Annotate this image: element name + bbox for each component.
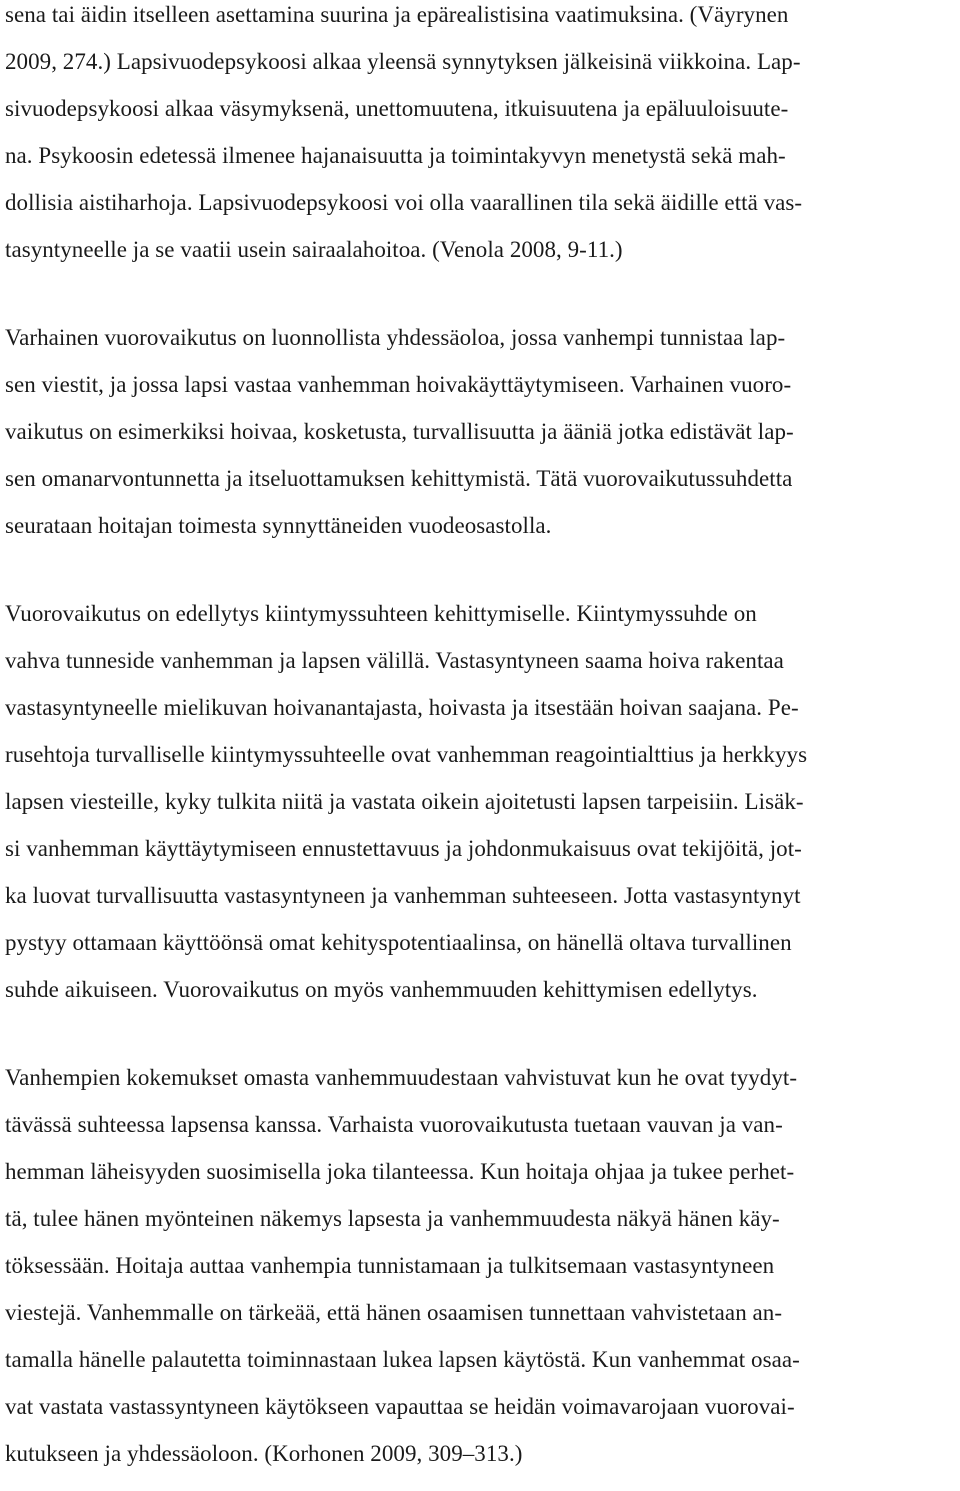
text-line: tamalla hänelle palautetta toiminnastaan lukea lapsen käytöstä. Kun vanhemmat osaa- bbox=[5, 1347, 800, 1372]
text-line: si vanhemman käyttäytymiseen ennustettavuus ja johdonmukaisuus ovat tekijöitä, jot- bbox=[5, 836, 802, 861]
text-line: ka luovat turvallisuutta vastasyntyneen ja vanhemman suhteeseen. Jotta vastasyntynyt bbox=[5, 883, 801, 908]
text-line: suhde aikuiseen. Vuorovaikutus on myös vanhemmuuden kehittymisen edellytys. bbox=[5, 977, 758, 1002]
text-line: 2009, 274.) Lapsivuodepsykoosi alkaa yleensä synnytyksen jälkeisinä viikkoina. Lap- bbox=[5, 49, 801, 74]
text-line: tasyntyneelle ja se vaatii usein sairaalahoitoa. (Venola 2008, 9-11.) bbox=[5, 237, 623, 262]
text-line: na. Psykoosin edetessä ilmenee hajanaisuutta ja toimintakyvyn menetystä sekä mah- bbox=[5, 143, 786, 168]
text-line: kutukseen ja yhdessäoloon. (Korhonen 2009, 309–313.) bbox=[5, 1441, 523, 1466]
text-line: rusehtoja turvalliselle kiintymyssuhteelle ovat vanhemman reagointialttius ja herkkyys bbox=[5, 742, 808, 767]
paragraph-postpartum-psychosis bbox=[5, 0, 955, 273]
document-page bbox=[5, 0, 955, 1477]
paragraph-early-interaction bbox=[5, 314, 955, 549]
paragraph-attachment bbox=[5, 590, 955, 1013]
text-line: tävässä suhteessa lapsensa kanssa. Varhaista vuorovaikutusta tuetaan vauvan ja van- bbox=[5, 1112, 783, 1137]
text-line: viestejä. Vanhemmalle on tärkeää, että hänen osaamisen tunnettaan vahvistetaan an- bbox=[5, 1300, 783, 1325]
text-line: vat vastata vastassyntyneen käytökseen vapauttaa se heidän voimavarojaan vuorovai- bbox=[5, 1394, 795, 1419]
text-line: vastasyntyneelle mielikuvan hoivanantajasta, hoivasta ja itsestään hoivan saajana. Pe- bbox=[5, 695, 799, 720]
text-line: töksessään. Hoitaja auttaa vanhempia tunnistamaan ja tulkitsemaan vastasyntyneen bbox=[5, 1253, 775, 1278]
text-line: sivuodepsykoosi alkaa väsymyksenä, unettomuutena, itkuisuutena ja epäluuloisuute- bbox=[5, 96, 789, 121]
paragraph-spacer bbox=[5, 273, 955, 314]
text-line: Vuorovaikutus on edellytys kiintymyssuhteen kehittymiselle. Kiintymyssuhde on bbox=[5, 601, 757, 626]
text-line: vahva tunneside vanhemman ja lapsen välillä. Vastasyntyneen saama hoiva rakentaa bbox=[5, 648, 784, 673]
text-line: lapsen viesteille, kyky tulkita niitä ja vastata oikein ajoitetusti lapsen tarpeisiin. Lisäk- bbox=[5, 789, 804, 814]
text-line: seurataan hoitajan toimesta synnyttäneiden vuodeosastolla. bbox=[5, 513, 552, 538]
text-line: pystyy ottamaan käyttöönsä omat kehityspotentiaalinsa, on hänellä oltava turvallinen bbox=[5, 930, 792, 955]
text-line: vaikutus on esimerkiksi hoivaa, kosketusta, turvallisuutta ja ääniä jotka edistävät lap- bbox=[5, 419, 794, 444]
text-line: Vanhempien kokemukset omasta vanhemmuudestaan vahvistuvat kun he ovat tyydyt- bbox=[5, 1065, 798, 1090]
text-line: sena tai äidin itselleen asettamina suurina ja epärealistisina vaatimuksina. (Väyrynen bbox=[5, 2, 789, 27]
text-line: sen omanarvontunnetta ja itseluottamuksen kehittymistä. Tätä vuorovaikutussuhdetta bbox=[5, 466, 793, 491]
text-line: Varhainen vuorovaikutus on luonnollista yhdessäoloa, jossa vanhempi tunnistaa lap- bbox=[5, 325, 786, 350]
text-line: hemman läheisyyden suosimisella joka tilanteessa. Kun hoitaja ohjaa ja tukee perhet- bbox=[5, 1159, 795, 1184]
text-line: tä, tulee hänen myönteinen näkemys lapsesta ja vanhemmuudesta näkyä hänen käy- bbox=[5, 1206, 780, 1231]
paragraph-spacer bbox=[5, 1013, 955, 1054]
text-line: dollisia aistiharhoja. Lapsivuodepsykoosi voi olla vaarallinen tila sekä äidille että vas- bbox=[5, 190, 803, 215]
paragraph-parenthood-experiences bbox=[5, 1054, 955, 1477]
text-line: sen viestit, ja jossa lapsi vastaa vanhemman hoivakäyttäytymiseen. Varhainen vuoro- bbox=[5, 372, 792, 397]
paragraph-spacer bbox=[5, 549, 955, 590]
